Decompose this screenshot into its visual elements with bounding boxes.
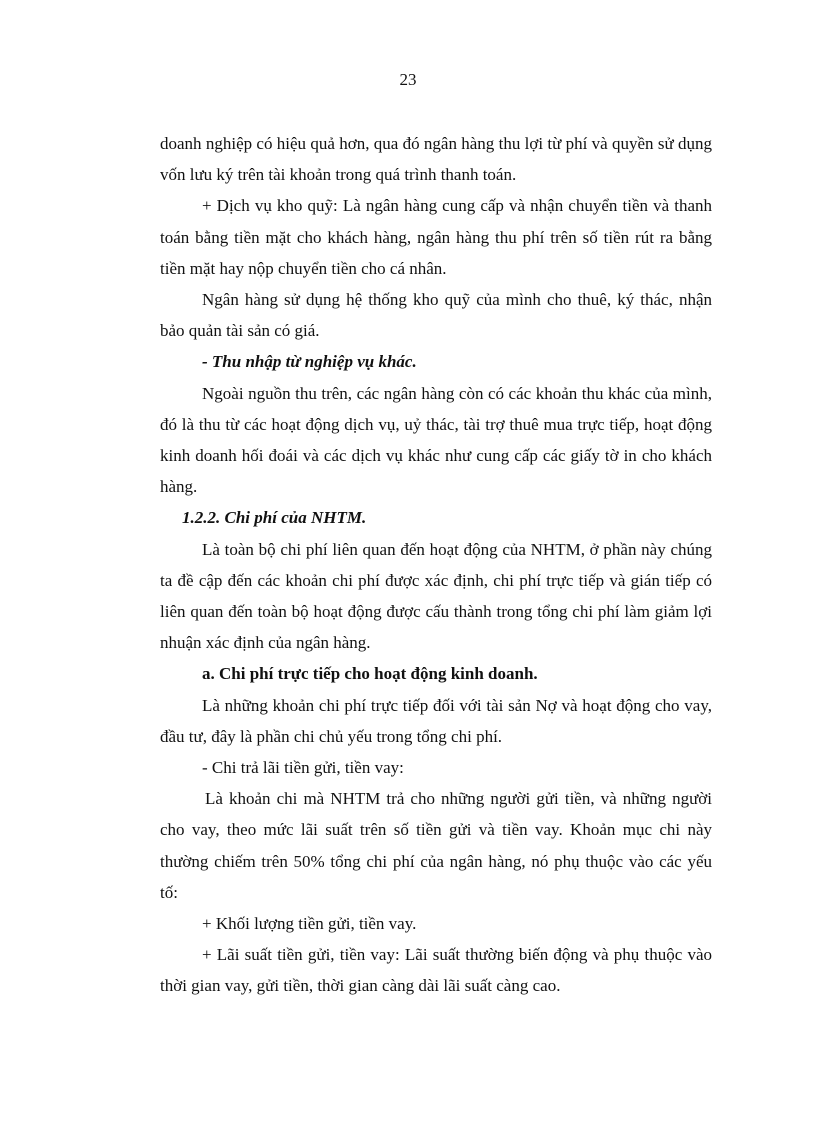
document-body (160, 128, 712, 1002)
subsection-heading: a. Chi phí trực tiếp cho hoạt động kinh doanh. (202, 664, 538, 684)
section-heading: 1.2.2. Chi phí của NHTM. (182, 508, 367, 528)
page-number: 23 (399, 70, 417, 89)
paragraph: + Lãi suất tiền gửi, tiền vay: Lãi suất thường biến động và phụ thuộc vào thời gian vay, gửi tiền, thời gian càng dài lãi suất càng cao. (160, 945, 712, 996)
paragraph: Là những khoản chi phí trực tiếp đối với tài sản Nợ và hoạt động cho vay, đầu tư, đây là phần chi chủ yếu trong tổng chi phí. (160, 695, 712, 746)
paragraph: + Khối lượng tiền gửi, tiền vay. (202, 914, 417, 934)
paragraph: Ngoài nguồn thu trên, các ngân hàng còn có các khoản thu khác của mình, đó là thu từ các hoạt động dịch vụ, uỷ thác, tài trợ thuê mua trực tiếp, hoạt động kinh doanh hối đoái và các dịch vụ khác như cung cấp các giấy tờ in cho khách hàng. (160, 383, 712, 497)
subsection-heading: - Thu nhập từ nghiệp vụ khác. (202, 352, 417, 372)
paragraph: Là khoản chi mà NHTM trả cho những người gửi tiền, và những người cho vay, theo mức lãi suất trên số tiền gửi và tiền vay. Khoản mục chi này thường chiếm trên 50% tổng chi phí của ngân hàng, nó phụ thuộc vào các yếu tố: (160, 789, 712, 902)
paragraph: Là toàn bộ chi phí liên quan đến hoạt động của NHTM, ở phần này chúng ta đề cập đến các khoản chi phí được xác định, chi phí trực tiếp và gián tiếp có liên quan đến toàn bộ hoạt động được cấu thành trong tổng chi phí làm giảm lợi nhuận xác định của ngân hàng. (160, 539, 712, 653)
paragraph: Ngân hàng sử dụng hệ thống kho quỹ của mình cho thuê, ký thác, nhận bảo quản tài sản có giá. (160, 290, 712, 341)
paragraph: - Chi trả lãi tiền gửi, tiền vay: (202, 758, 404, 778)
paragraph: doanh nghiệp có hiệu quả hơn, qua đó ngân hàng thu lợi từ phí và quyền sử dụng vốn lưu ký trên tài khoản trong quá trình thanh toán. (160, 134, 712, 185)
paragraph: + Dịch vụ kho quỹ: Là ngân hàng cung cấp và nhận chuyển tiền và thanh toán bằng tiền mặt cho khách hàng, ngân hàng thu phí trên số tiền rút ra bằng tiền mặt hay nộp chuyển tiền cho cá nhân. (160, 196, 712, 278)
